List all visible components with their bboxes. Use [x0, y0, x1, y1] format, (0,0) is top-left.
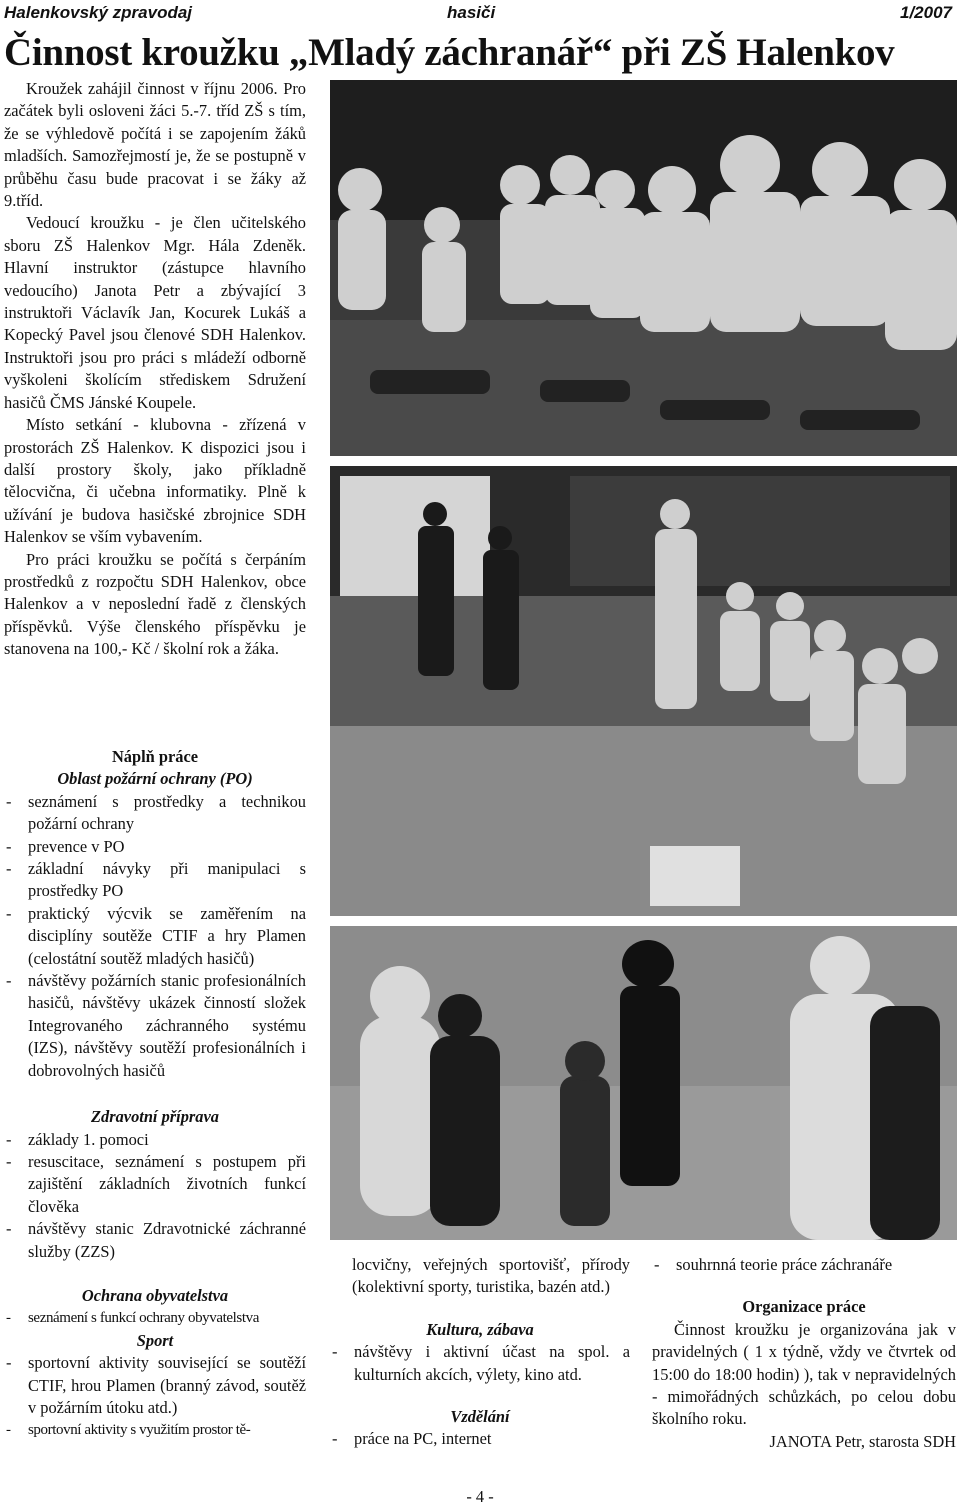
list-item: - základy 1. pomoci [4, 1129, 306, 1151]
list-item: - seznámení s prostředky a technikou požární ochrany [4, 791, 306, 836]
list-item: - návštěvy stanic Zdravotnické záchranné služby (ZZS) [4, 1218, 306, 1263]
header-issue: 1/2007 [900, 3, 952, 22]
intro-paragraph-1: Kroužek zahájil činnost v říjnu 2006. Pro začátek byli osloveni žáci 5.-7. tříd ZŠ s tím, že se výhledově počítá i se zapojením žáků mladších. Samozřejmostí je, že se postupně v průběhu času bude pracovat i se žáky až 9.tříd. [4, 79, 306, 211]
list-zdravotni [4, 1129, 306, 1263]
subheading-ochrana: Ochrana obyvatelstva [81, 1285, 229, 1305]
list-item: - návštěvy požárních stanic profesionálních hasičů, návštěvy ukázek činností složek Integrovaného záchranného systému (IZS), návštěvy soutěží profesionálních i dobrovolných hasičů [4, 970, 306, 1082]
photo-children-sitting [330, 80, 957, 456]
intro-paragraph-2: Vedoucí kroužku - je člen učitelského sboru ZŠ Halenkov Mgr. Hála Zdeněk. Hlavní instruktor (zástupce hlavního vedoucího) Janota Petr a zbývající 3 instruktoři Václavík Jan, Kocurek Lukáš a Kopecký Pavel jsou členové SDH Halenkov. Instruktoři jsou pro práci s mládeží odborně vyškoleni školícím střediskem Sdružení hasičů ČMS Jánské Koupele. [4, 213, 306, 412]
sport-continuation: locvičny, veřejných sportovišť, přírody (kolektivní sporty, turistika, bazén atd.) [352, 1255, 630, 1297]
photo-riot-police-demo [330, 926, 957, 1240]
list-vzdelani [330, 1428, 630, 1450]
photo-icon [330, 926, 957, 1240]
photo-icon [330, 80, 957, 456]
list-item: - resuscitace, seznámení s postupem při zajištění základních životních funkcí člověka [4, 1151, 306, 1218]
list-item: - seznámení s funkcí ochrany obyvatelstva [4, 1307, 306, 1329]
page-number: - 4 - [466, 1487, 494, 1506]
list-ochrana [4, 1307, 306, 1329]
list-item: - souhrnná teorie práce záchranáře [652, 1254, 956, 1276]
page-title: Činnost kroužku „Mladý záchranář“ při ZŠ Halenkov [4, 31, 895, 74]
list-item: - základní návyky při manipulaci s prostředky PO [4, 858, 306, 903]
list-item: - praktický výcvik se zaměřením na disciplíny soutěže CTIF a hry Plamen (celostátní soutěž mladých hasičů) [4, 903, 306, 970]
subheading-sport: Sport [136, 1330, 174, 1350]
list-right [652, 1254, 956, 1276]
list-sport [4, 1352, 306, 1442]
intro-column [4, 78, 306, 661]
list-item: - prevence v PO [4, 836, 306, 858]
section-heading-naplne: Náplň práce [111, 747, 199, 766]
signature: JANOTA Petr, starosta SDH [769, 1431, 956, 1451]
header-section: hasiči [447, 3, 496, 22]
subheading-vzdelani: Vzdělání [450, 1407, 510, 1427]
list-kultura [330, 1341, 630, 1386]
list-item: - sportovní aktivity s využitím prostor tě- [4, 1419, 306, 1441]
photo-icon [330, 466, 957, 916]
list-item: - sportovní aktivity související se soutěží CTIF, hrou Plamen (branný závod, soutěž v požárním útoku atd.) [4, 1352, 306, 1419]
section-heading-organizace: Organizace práce [742, 1297, 866, 1317]
middle-column [330, 1254, 630, 1451]
list-item: - návštěvy i aktivní účast na spol. a kulturních akcích, výlety, kino atd. [330, 1341, 630, 1386]
header-publication: Halenkovský zpravodaj [4, 3, 193, 22]
right-column [652, 1254, 956, 1453]
intro-paragraph-4: Pro práci kroužku se počítá s čerpáním prostředků z rozpočtu SDH Halenkov, obce Halenkov a v neposlední řadě z členských příspěvků. Výše členského příspěvku je stanovena na 100,- Kč / školní rok a žáka. [4, 549, 306, 659]
photo-gym-demonstration [330, 466, 957, 916]
list-po [4, 791, 306, 1082]
subheading-po: Oblast požární ochrany (PO) [57, 769, 253, 789]
content-column [4, 746, 306, 1442]
intro-paragraph-3: Místo setkání - klubovna - zřízená v prostorách ZŠ Halenkov. K dispozici jsou i další prostory školy, jako příkladně tělocvična, či učebna informatiky. Plně k užívání je budova hasičské zbrojnice SDH Halenkov se vším vybavením. [4, 415, 306, 547]
subheading-zdravotni: Zdravotní příprava [91, 1107, 219, 1127]
list-item: - práce na PC, internet [330, 1428, 630, 1450]
organizace-text: Činnost kroužku je organizována jak v pravidelných ( 1 x týdně, vždy ve čtvrtek od 15:00 do 18:00 hodin) ), tak v nepravidelných - mimořádných schůzkách, po celou dobu školního roku. [652, 1319, 956, 1429]
subheading-kultura: Kultura, zábava [426, 1319, 534, 1339]
